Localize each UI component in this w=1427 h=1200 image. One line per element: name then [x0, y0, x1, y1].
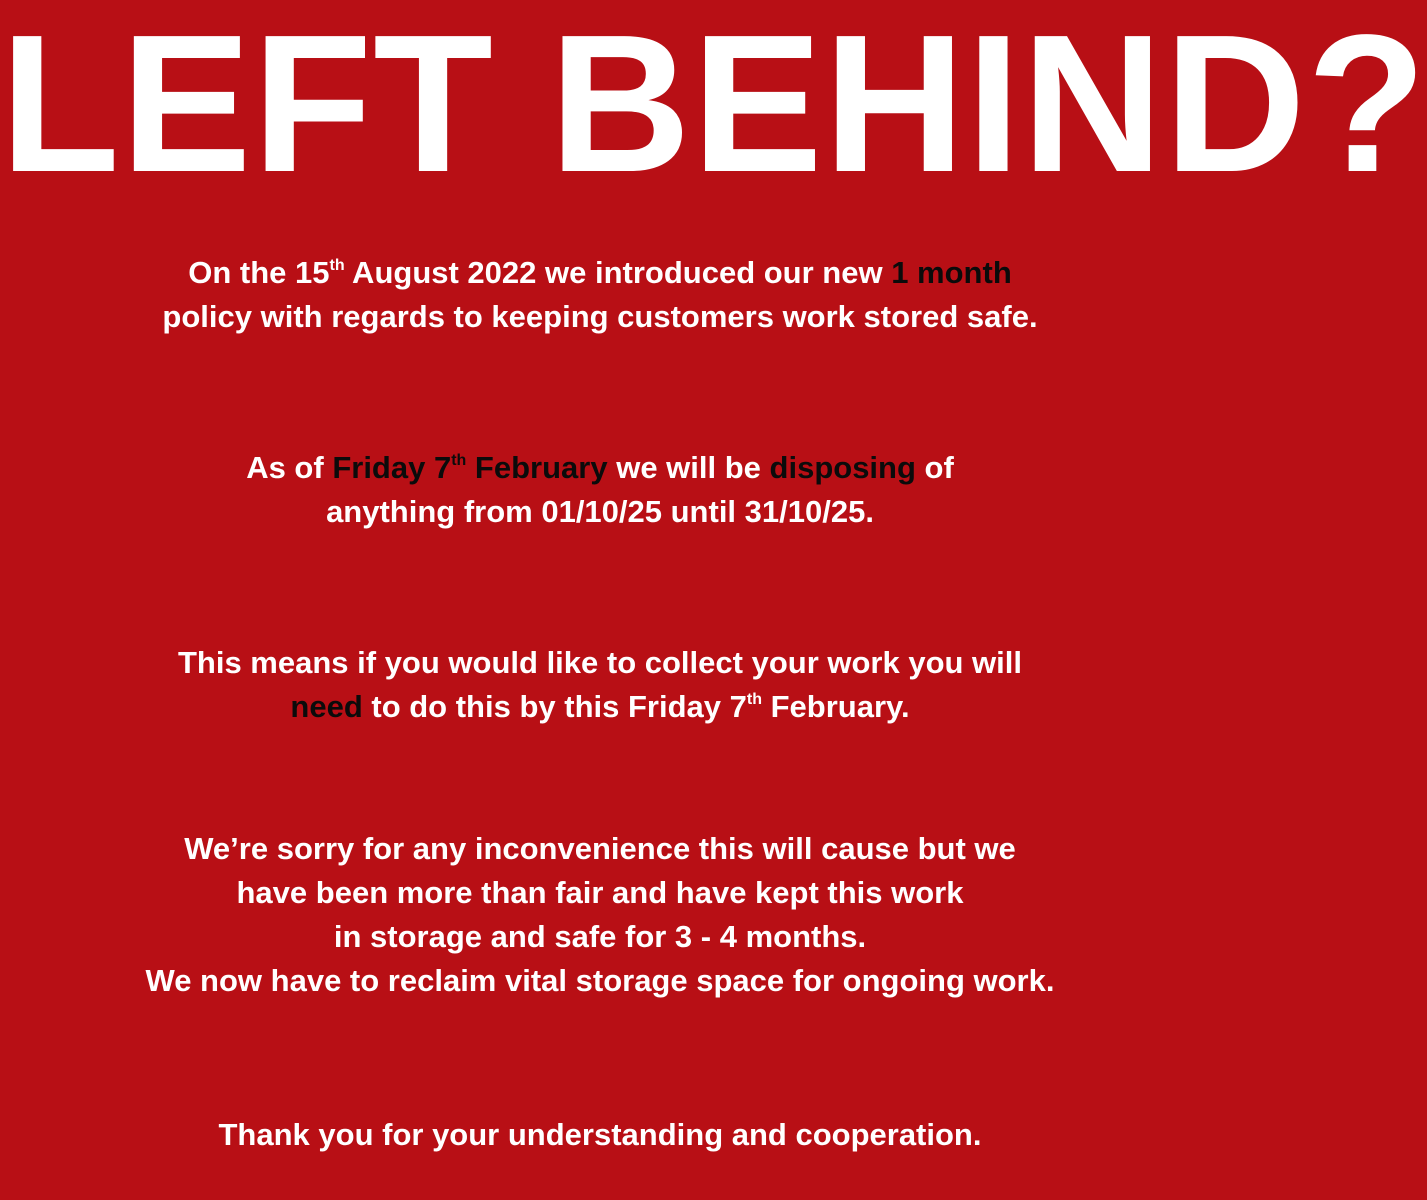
apology-paragraph: [0, 827, 1200, 1003]
headline: LEFT BEHIND?: [0, 0, 1427, 213]
apology-line-4: We now have to reclaim vital storage space for ongoing work.: [145, 963, 1055, 998]
thanks-paragraph: [0, 1113, 1200, 1157]
ordinal-suffix: th: [329, 257, 345, 274]
collection-line-1: This means if you would like to collect your work you will: [177, 645, 1023, 680]
highlight-february: February: [466, 450, 608, 485]
apology-line-2: have been more than fair and have kept this work: [236, 875, 964, 910]
thanks-line: Thank you for your understanding and cooperation.: [218, 1117, 982, 1152]
disposal-line-1: As of Friday 7th February we will be disposing of: [246, 450, 954, 485]
policy-line-1: On the 15th August 2022 we introduced our new 1 month: [188, 255, 1012, 290]
disposal-line-2: anything from 01/10/25 until 31/10/25.: [326, 494, 874, 529]
highlight-1-month: 1 month: [891, 255, 1012, 290]
highlight-friday: Friday 7: [332, 450, 452, 485]
policy-line-2: policy with regards to keeping customers work stored safe.: [162, 299, 1038, 334]
highlight-disposing: disposing: [769, 450, 916, 485]
ordinal-suffix: th: [746, 691, 762, 708]
disposal-paragraph: [0, 446, 1200, 534]
collection-paragraph: [0, 641, 1200, 729]
ordinal-suffix: th: [451, 452, 467, 469]
apology-line-1: We’re sorry for any inconvenience this will cause but we: [184, 831, 1016, 866]
highlight-need: need: [290, 689, 363, 724]
collection-line-2: need to do this by this Friday 7th February.: [290, 689, 910, 724]
apology-line-3: in storage and safe for 3 - 4 months.: [333, 919, 867, 954]
policy-paragraph: [0, 251, 1200, 339]
